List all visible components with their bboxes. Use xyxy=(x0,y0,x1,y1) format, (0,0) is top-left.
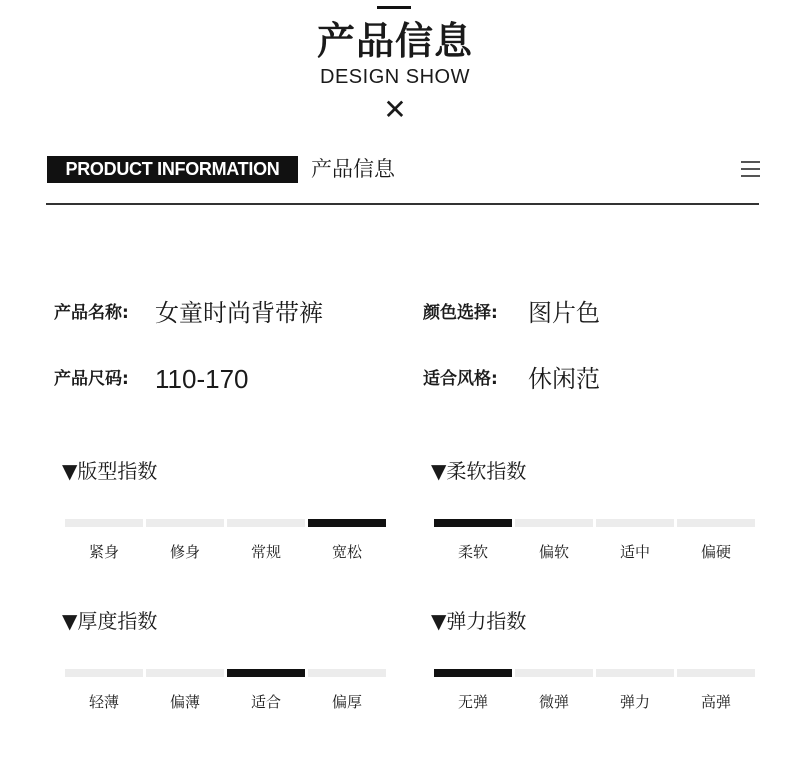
gauge-option-label: 柔软 xyxy=(457,543,488,561)
gauge-segment-selected xyxy=(227,669,305,677)
elasticity-index-gauge xyxy=(431,607,731,711)
gauge-option-label: 紧身 xyxy=(88,543,119,561)
gauge-segment xyxy=(146,669,224,677)
fit-index-gauge xyxy=(62,457,362,561)
color-value: 图片色 xyxy=(528,299,600,327)
gauge-segment xyxy=(515,519,593,527)
gauge-segment-selected xyxy=(434,669,512,677)
gauge-segment-selected xyxy=(434,519,512,527)
gauge-segment xyxy=(515,669,593,677)
section-label-cn: 产品信息 xyxy=(311,157,395,181)
gauge-option-label: 高弹 xyxy=(700,693,731,711)
gauge-title: ▼厚度指数 xyxy=(62,609,158,633)
gauge-segment xyxy=(146,519,224,527)
gauge-segment xyxy=(677,669,755,677)
softness-index-gauge xyxy=(431,457,731,561)
gauge-title: ▼弹力指数 xyxy=(431,609,527,633)
gauge-option-label: 偏硬 xyxy=(700,543,731,561)
gauge-option-label: 偏薄 xyxy=(169,693,200,711)
gauge-segment xyxy=(596,669,674,677)
gauge-segment xyxy=(596,519,674,527)
gauge-option-label: 轻薄 xyxy=(88,693,119,711)
gauge-title: ▼柔软指数 xyxy=(431,459,527,483)
gauge-option-label: 偏软 xyxy=(538,543,569,561)
gauge-title: ▼版型指数 xyxy=(62,459,158,483)
section-divider xyxy=(46,203,759,205)
section-label-en: PRODUCT INFORMATION xyxy=(47,156,298,183)
product-name-value: 女童时尚背带裤 xyxy=(155,299,323,327)
page-subtitle: DESIGN SHOW xyxy=(320,66,470,88)
product-name-label: 产品名称: xyxy=(54,303,129,323)
gauge-option-label: 偏厚 xyxy=(331,693,362,711)
gauge-segment xyxy=(227,519,305,527)
thickness-index-gauge xyxy=(62,607,362,711)
gauge-segment xyxy=(65,669,143,677)
size-label: 产品尺码: xyxy=(54,369,129,389)
x-mark-icon: ✕ xyxy=(383,93,407,126)
gauge-segment-selected xyxy=(308,519,386,527)
gauge-segment xyxy=(677,519,755,527)
size-value: 110-170 xyxy=(155,364,249,394)
gauge-option-label: 微弹 xyxy=(538,693,569,711)
header-top-bar xyxy=(377,6,411,9)
gauge-segment xyxy=(308,669,386,677)
gauge-segment xyxy=(65,519,143,527)
style-value: 休闲范 xyxy=(528,365,600,393)
color-label: 颜色选择: xyxy=(423,303,498,323)
hamburger-menu-icon[interactable] xyxy=(741,161,760,177)
style-label: 适合风格: xyxy=(423,369,498,389)
gauge-option-label: 宽松 xyxy=(331,543,362,561)
gauge-option-label: 弹力 xyxy=(619,693,650,711)
page-title: 产品信息 xyxy=(316,19,473,63)
gauge-option-label: 适合 xyxy=(250,693,281,711)
gauge-option-label: 无弹 xyxy=(457,693,488,711)
gauge-option-label: 常规 xyxy=(250,543,281,561)
gauge-option-label: 适中 xyxy=(619,543,650,561)
gauge-option-label: 修身 xyxy=(169,543,200,561)
